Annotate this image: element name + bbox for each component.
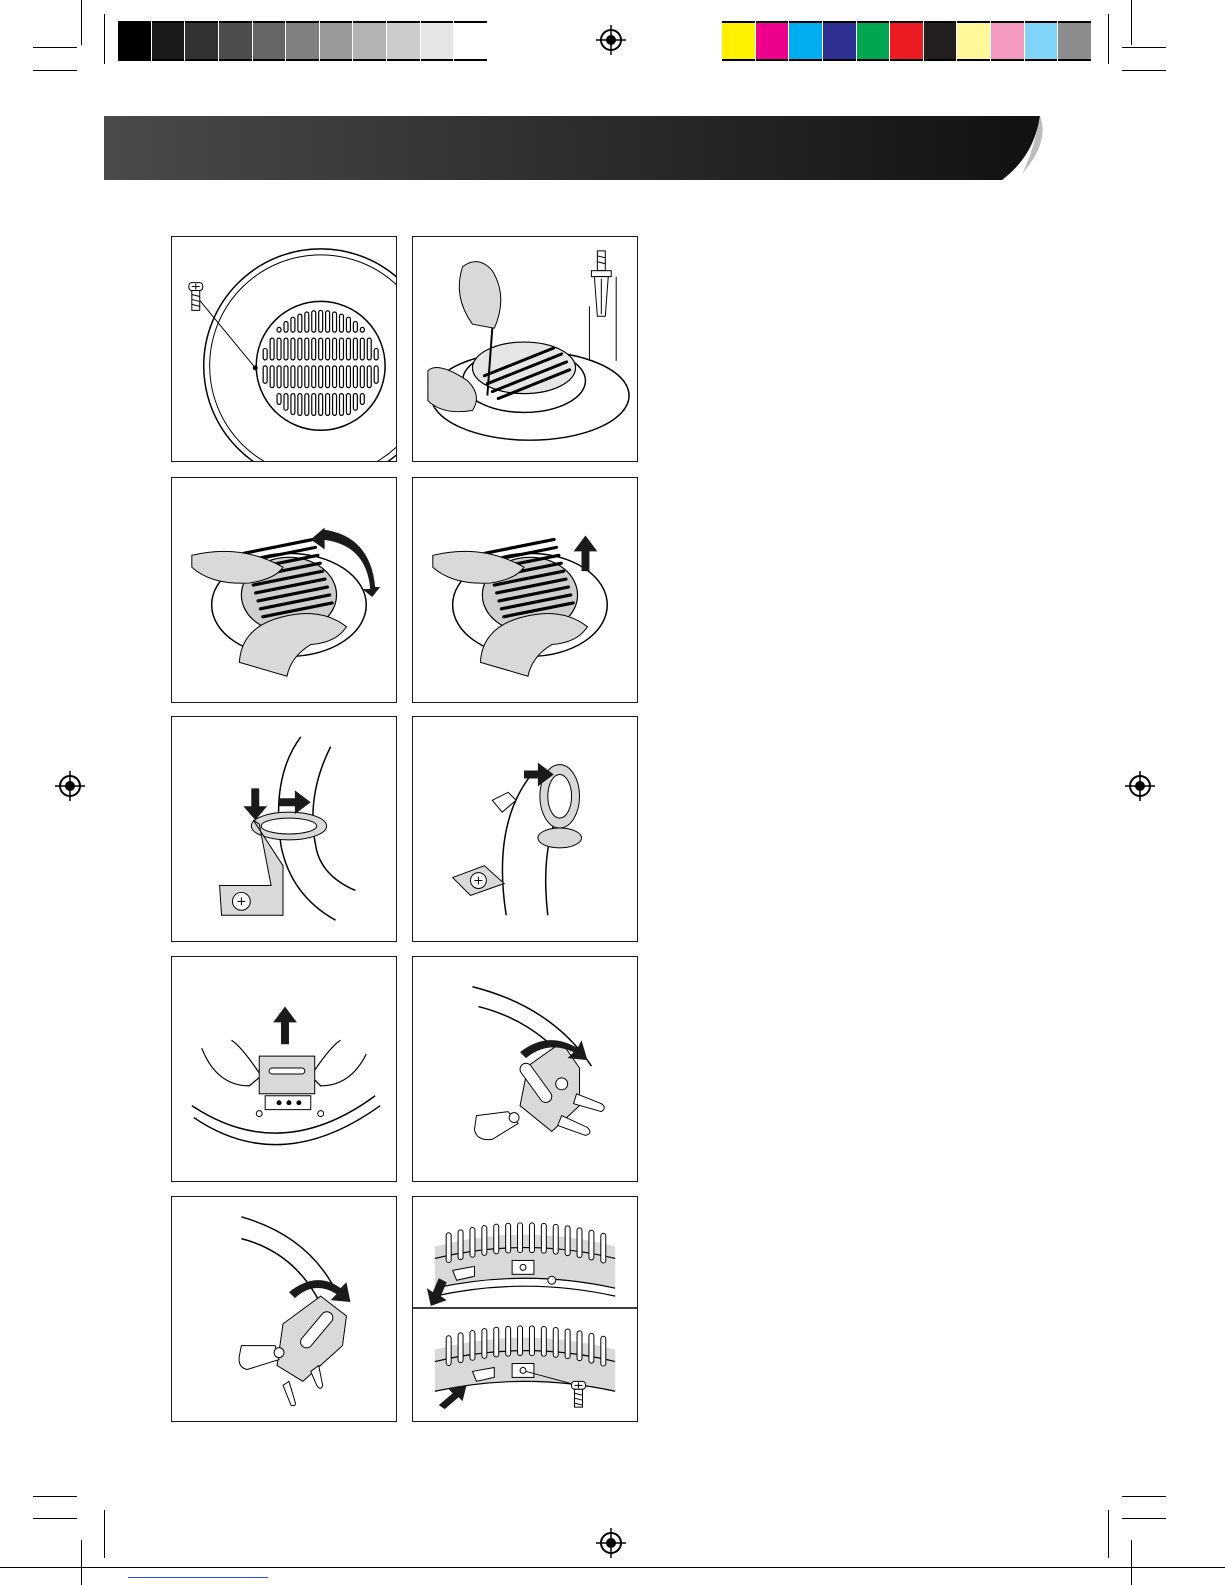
registration-mark-right-icon: [1125, 771, 1155, 801]
crop-mark-bottom-left-h2: [33, 1518, 77, 1519]
panel-7-lift-connector: [171, 956, 397, 1182]
grille-edge-bottom: [435, 1326, 615, 1409]
calibration-swatch: [1025, 21, 1058, 61]
wall-plug-icon: [589, 251, 616, 361]
calibration-swatch: [185, 21, 218, 61]
crop-mark-bottom-left-v: [104, 1510, 105, 1558]
crop-mark-top-left-v: [104, 14, 105, 64]
crop-mark-bottom-right-h: [1122, 1496, 1166, 1497]
calibration-swatch: [991, 21, 1024, 61]
panel-10-refit-grille: [412, 1196, 638, 1422]
crop-mark-top-left-v2: [81, 0, 82, 45]
panel-8-rotate-plug: [412, 956, 638, 1182]
panel-6-clip-slide: [412, 716, 638, 942]
registration-mark-left-icon: [55, 771, 85, 801]
calibration-swatch: [722, 21, 755, 61]
panel-9-rotate-plug-back: [171, 1196, 397, 1422]
panel-3-rotate-grille: [171, 477, 397, 703]
calibration-swatch: [152, 21, 185, 61]
registration-mark-bottom-icon: [596, 1528, 626, 1558]
crop-mark-bottom-left-v2: [81, 1540, 82, 1585]
calibration-swatch: [454, 21, 487, 61]
calibration-swatch: [789, 21, 822, 61]
calibration-swatch: [924, 21, 957, 61]
calibration-swatch: [421, 21, 454, 61]
calibration-swatch: [286, 21, 319, 61]
calibration-swatch: [118, 21, 151, 61]
calibration-swatch: [890, 21, 923, 61]
crop-mark-top-right-v2: [1131, 0, 1132, 45]
screw-icon: [572, 1381, 586, 1407]
calibration-swatch: [957, 21, 990, 61]
up-arrow-icon: [273, 1007, 297, 1045]
calibration-swatch: [320, 21, 353, 61]
crop-mark-top-left-h2: [33, 70, 77, 71]
crop-mark-top-right-h: [1122, 47, 1166, 48]
panel-2-screwdriver-remove: [412, 236, 638, 462]
calibration-swatch: [1058, 21, 1091, 61]
calibration-swatch: [823, 21, 856, 61]
crop-mark-top-left-h: [33, 47, 77, 48]
panel-5-clip-press: [171, 716, 397, 942]
crop-mark-bottom-right-v: [1108, 1510, 1109, 1558]
section-header-band: [104, 116, 1052, 180]
calibration-swatch: [756, 21, 789, 61]
calibration-swatch: [219, 21, 252, 61]
panel-1-grille-screw: [171, 236, 397, 462]
right-arrow-icon: [279, 790, 311, 814]
crop-mark-top-right-v: [1108, 14, 1109, 64]
screw-icon: [189, 283, 203, 311]
crop-mark-bottom-left-h: [33, 1496, 77, 1497]
grille-edge-top: [427, 1223, 615, 1306]
calibration-swatch: [253, 21, 286, 61]
registration-mark-top-icon: [596, 25, 626, 55]
calibration-swatch: [387, 21, 420, 61]
crop-mark-bottom-right-h2: [1122, 1518, 1166, 1519]
panel-4-lift-grille: [412, 477, 638, 703]
calibration-swatch: [353, 21, 386, 61]
crop-mark-bottom-right-v2: [1131, 1540, 1132, 1585]
footer-link-underline: [128, 1577, 268, 1578]
calibration-swatch: [857, 21, 890, 61]
bottom-trim-line: [0, 1567, 1225, 1568]
crop-mark-top-right-h2: [1122, 70, 1166, 71]
